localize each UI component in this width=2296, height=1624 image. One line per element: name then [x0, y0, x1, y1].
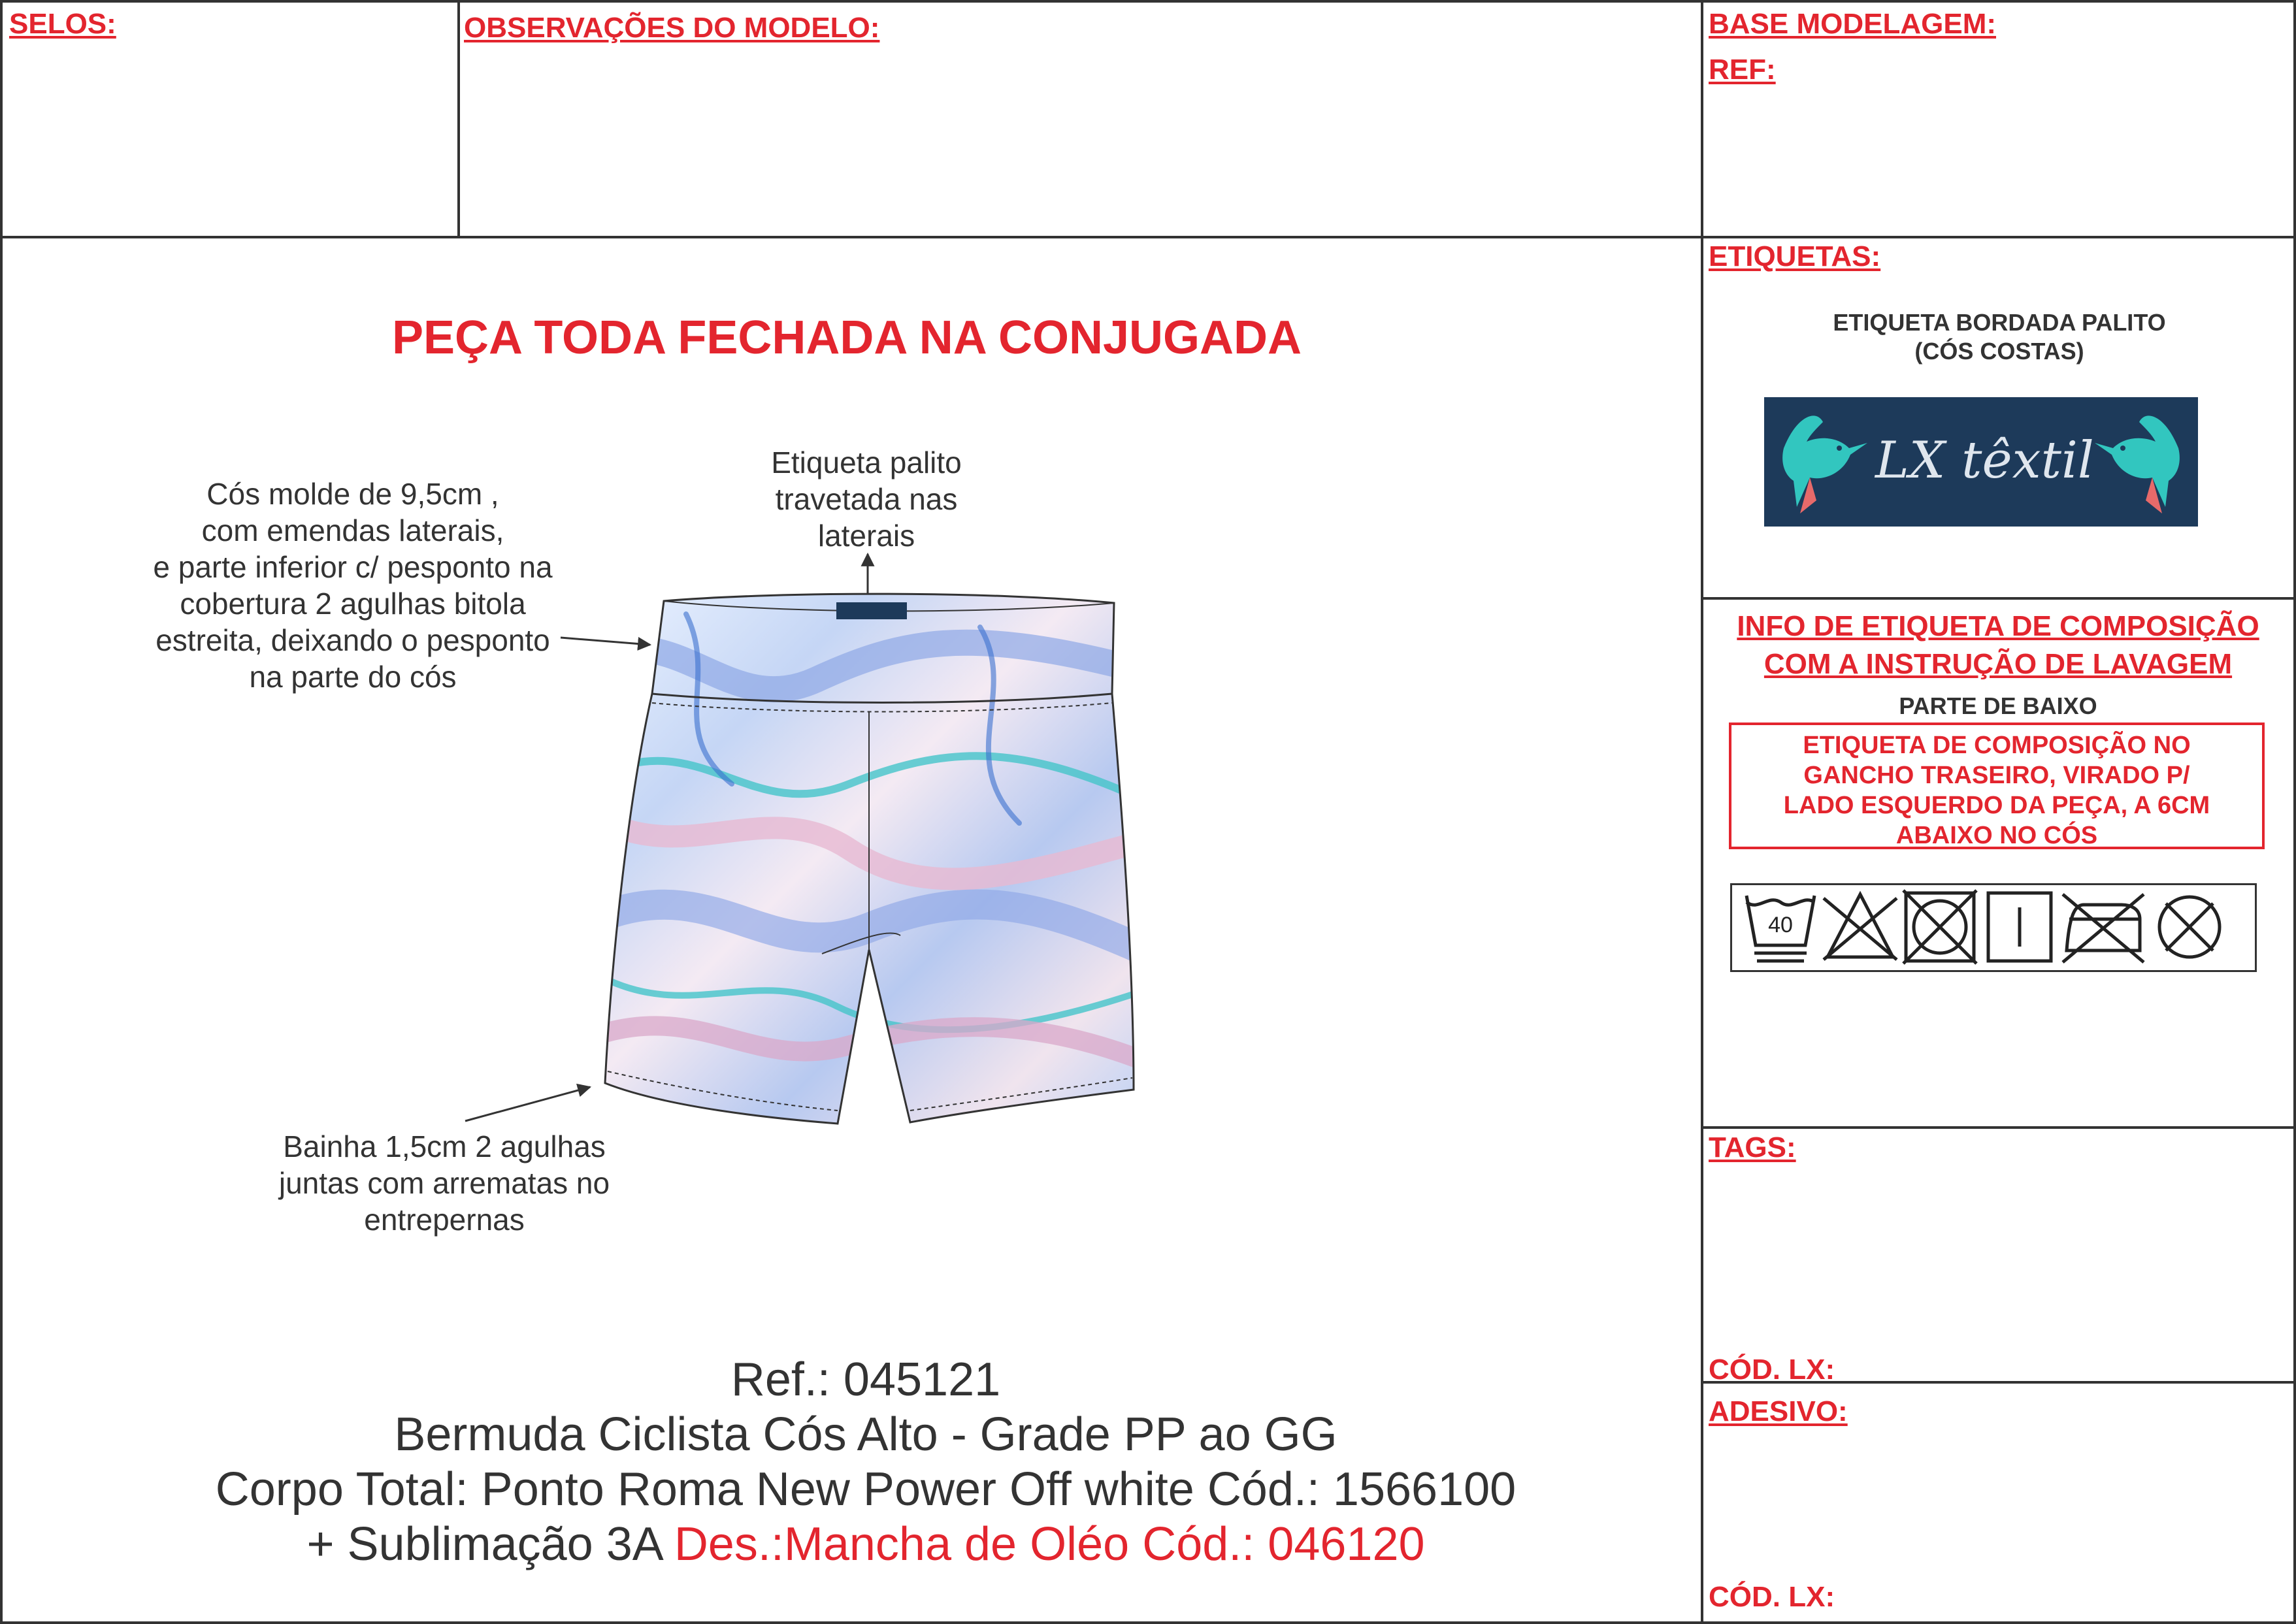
- no-iron-icon: [2063, 894, 2144, 962]
- observacoes-header: OBSERVAÇÕES DO MODELO:: [464, 12, 880, 44]
- care-symbols: [1730, 883, 2257, 972]
- composition-header: INFO DE ETIQUETA DE COMPOSIÇÃO COM A INSTRUÇÃO DE LAVAGEM: [1737, 610, 2259, 680]
- composition-part: PARTE DE BAIXO: [1899, 692, 2097, 719]
- label-title: ETIQUETA BORDADA PALITO (CÓS COSTAS): [1833, 309, 2166, 365]
- base-modelagem-header: BASE MODELAGEM:: [1709, 8, 1996, 40]
- waistband-arrow: [561, 638, 650, 645]
- etiquetas-divider: [1701, 597, 2296, 600]
- composition-box: ETIQUETA DE COMPOSIÇÃO NO GANCHO TRASEIRO, VIRADO P/ LADO ESQUERDO DA PEÇA, A 6CM ABAIXO NO CÓS: [1729, 723, 2265, 849]
- composition-divider: [1701, 1126, 2296, 1129]
- wash-temp: 40: [1768, 913, 1793, 937]
- cod-lx-adesivo-label: CÓD. LX:: [1709, 1581, 1835, 1613]
- no-dry-clean-icon: [2159, 897, 2220, 957]
- product-ref: Ref.: 045121: [730, 1354, 1001, 1406]
- waistband-callout: Cós molde de 9,5cm , com emendas laterais, e parte inferior c/ pesponto na cobertura 2 agulhas bitola estreita, deixando o pesponto na parte do cós: [153, 477, 553, 694]
- product-description: [105, 1352, 1627, 1572]
- waistband-label-icon: [836, 602, 907, 619]
- ref-header: REF:: [1709, 54, 1776, 86]
- product-name: Bermuda Ciclista Cós Alto - Grade PP ao GG: [394, 1408, 1337, 1461]
- product-sublimation: + Sublimação 3A Des.:Mancha de Oléo Cód.: 046120: [306, 1518, 1425, 1570]
- shorts-body: [601, 594, 1137, 1124]
- product-design: Des.:Mancha de Oléo Cód.: 046120: [674, 1518, 1425, 1570]
- brand-name: LX têxtil: [1875, 431, 2094, 490]
- product-fabric: Corpo Total: Ponto Roma New Power Off white Cód.: 1566100: [215, 1463, 1517, 1516]
- tags-header: TAGS:: [1709, 1131, 1796, 1163]
- line-dry-icon: [1988, 893, 2051, 961]
- hummingbird-left-icon: [1771, 402, 1869, 520]
- brand-label: [1764, 397, 2198, 527]
- etiquetas-header: ETIQUETAS:: [1709, 240, 1881, 272]
- main-title: PEÇA TODA FECHADA NA CONJUGADA: [392, 312, 1302, 364]
- hem-arrow: [465, 1087, 590, 1121]
- hummingbird-right-icon: [2093, 402, 2191, 520]
- cod-lx-tags-label: CÓD. LX:: [1709, 1354, 1835, 1386]
- selos-header: SELOS:: [9, 8, 116, 40]
- no-tumble-dry-icon: [1903, 890, 1976, 964]
- no-bleach-icon: [1824, 894, 1897, 960]
- hem-callout: Bainha 1,5cm 2 agulhas juntas com arrematas no entrepernas: [278, 1129, 610, 1237]
- adesivo-header: ADESIVO:: [1709, 1395, 1848, 1427]
- label-callout: Etiqueta palito travetada nas laterais: [771, 446, 962, 553]
